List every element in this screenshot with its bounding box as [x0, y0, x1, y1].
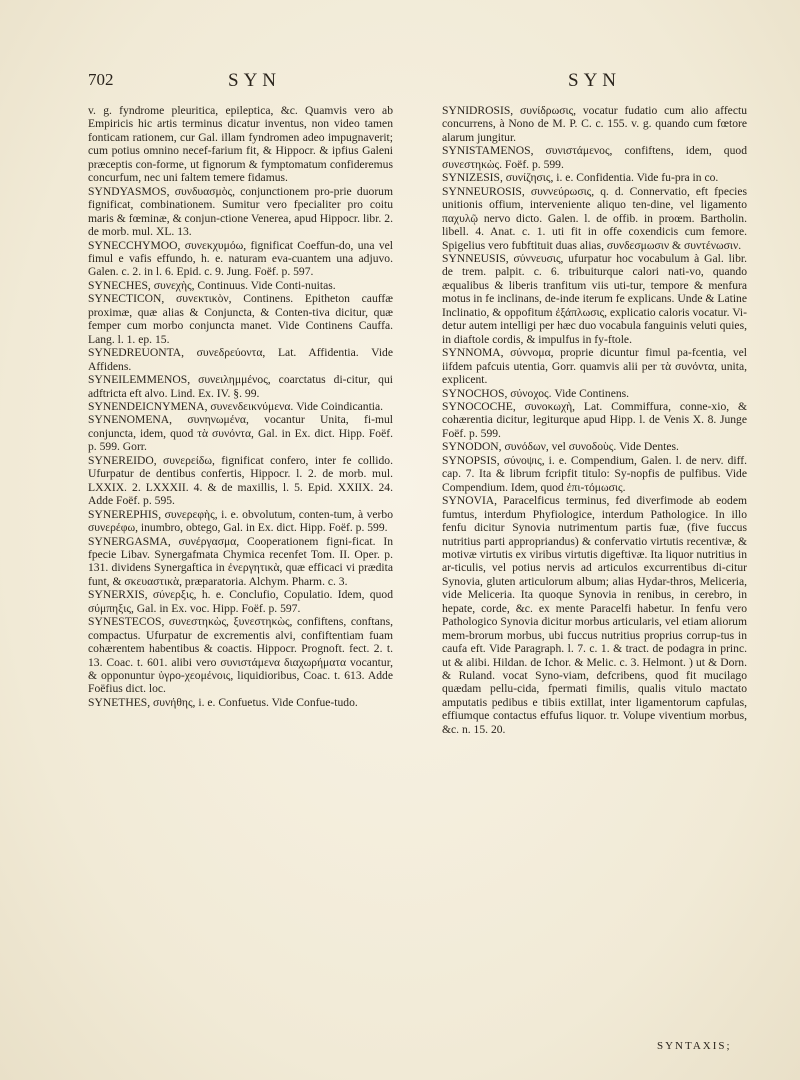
running-head-left: SYN	[228, 70, 282, 91]
entry-synodon: SYNODON, συνόδων, vel συνοδοὺς. Vide Dentes.	[442, 440, 679, 454]
entry-synizesis: SYNIZESIS, συνίζησις, i. e. Confidentia. Vide fu-pra in co.	[442, 171, 719, 185]
entry-synidrosis: SYNIDROSIS, συνίδρωσις, vocatur fudatio cum alio affectu concurrens, à Nono de M. P. C. c. 155. v. g. quando cum fœtore alarum jungitur.	[442, 104, 747, 144]
entry-synestecos: SYNESTECOS, συνεστηκὼς, ξυνεστηκὼς, confiftens, conftans, compactus. Ufurpatur de excrementis alvi, confiftentiam fuam cohærentem habentibus & coactis. Hippocr. Prognoft. fect. 2. t. 13. Coac. t. 601. alibi vero συνιστάμενα διαχωρήματα vocantur, & opponuntur ὑγρο-χεομένοις, liquidioribus, Coac. t. 613. Adde Foëfius dict. loc.	[88, 615, 393, 696]
entry-synergasma: SYNERGASMA, συνέργασμα, Cooperationem figni-ficat. In fpecie Libav. Synergafmata Chymica recenfet Tom. II. Oper. p. 131. dividens Synergaftica in ἐνεργητικὰ, quæ efficaci vi prædita funt, & σκευαστικὰ, præparatoria. Alchym. Pharm. c. 3.	[88, 534, 393, 588]
entry-syneilemmenos: SYNEILEMMENOS, συνειλημμένος, coarctatus di-citur, qui adftricta eft alvo. Lind. Ex. IV. §. 99.	[88, 373, 393, 400]
entry-syneccymoo: SYNECCHYMOO, συνεκχυμόω, fignificat Coeffun-do, una vel fimul e vafis effundo, h. e. naturam eva-cuantem una adjuvo. Galen. c. 2. in l. 6. Epid. c. 9. Jung. Foëf. p. 597.	[88, 238, 393, 279]
entry-synecticon: SYNECTICON, συνεκτικὸν, Continens. Epitheton cauffæ proximæ, quæ alias & Conjuncta, & Conten-tiva dicitur, quæ femper cum morbo conjuncta manet. Vide Continens Cauffa. Lang. l. 1. ep. 15.	[88, 292, 393, 346]
entry-synedreuonta: SYNEDREUONTA, συνεδρεύοντα, Lat. Affidentia. Vide Affidens.	[88, 346, 393, 373]
entry-synendeicnymena: SYNENDEICNYMENA, συνενδεικνύμενα. Vide Coindicantia.	[88, 399, 384, 413]
entry-synerxis: SYNERXIS, σύνερξις, h. e. Conclufio, Copulatio. Idem, quod σύμπηξις, Gal. in Ex. voc. Hipp. Foëf. p. 597.	[88, 588, 393, 615]
entry-synococheé: SYNOCOCHE, συνοκωχὴ, Lat. Commiffura, conne-xio, & cohærentia dicitur, legiturque apud Hipp. l. de Venis X. 8. Junge Foëf. p. 599.	[442, 399, 747, 440]
entry-synechés: SYNECHES, συνεχὴς, Continuus. Vide Conti-nuitas.	[88, 278, 336, 292]
running-head-right: SYN	[568, 70, 622, 91]
entry-synopsis: SYNOPSIS, σύνοψις, i. e. Compendium, Galen. l. de nerv. diff. cap. 7. Ita & librum fcripfit titulo: Sy-nopfis de pulfibus. Vide Compendium. Idem, quod ἐπι-τόμωσις.	[442, 453, 747, 494]
entry-synochos: SYNOCHOS, σύνοχος. Vide Continens.	[442, 386, 630, 400]
entry-syndyasmos: SYNDYASMOS, συνδυασμὸς, conjunctionem pro-prie duorum fignificat, combinationem. Sumitur vero fpecialiter pro coitu maris & fœminæ, & conjun-ctione Venerea, apud Hippocr. libr. 2. de morb. mul. XL. 13.	[88, 184, 393, 239]
entry-synerephis: SYNEREPHIS, συνερεφὴς, i. e. obvolutum, conten-tum, à verbo συνερέφω, inumbro, obtego, Gal. in Ex. dict. Hipp. Foëf. p. 599.	[88, 507, 393, 535]
catchword: SYNTAXIS;	[657, 1040, 732, 1052]
entry-synneurosis: SYNNEUROSIS, συννεύρωσις, q. d. Connervatio, eft fpecies unitionis offium, interveniente aliquo ten-dine, vel ligamento παχυλῷ nervo dicto. Galen. l. de offib. in proœm. Bartholin. libell. 4. Anat. c. 1. uti fit in offe coxendicis cum femore. Spigelius vero fubftituit duas alias, συνδεσμωσιν & συντένωσιν.	[442, 184, 747, 252]
right-column	[442, 104, 747, 736]
entry-synenomena: SYNENOMENA, συνηνωμένα, vocantur Unita, fi-mul conjuncta, idem, quod τὰ συνόντα, Gal. in Ex. dict. Hipp. Foëf. p. 599. Gorr.	[88, 413, 393, 454]
entry-synneusis: SYNNEUSIS, σύννευσις, ufurpatur hoc vocabulum à Gal. libr. de trem. palpit. c. 6. tribuiturque calori nati-vo, quando æqualibus & liberis tranfitum viis uti-tur, tempore & menfura motus in fe inclinans, de-inde iterum fe explicans. Unde & Latine Inclinatio, & oppofitum ἐξάπλωσις, explicatio caloris vocatur. Vi-detur autem intelligi per hæc duo vocabula fanguinis veluti quies, in diaftole cordis, & impulfus in fy-ftole.	[442, 251, 747, 346]
entry-synereido: SYNEREIDO, συνερείδω, fignificat confero, inter fe collido. Ufurpatur de dentibus confertis, Hippocr. l. 2. de morb. mul. LXXIX. 2. LXXXII. 4. & de maxillis, l. 5. Epid. XXIIX. 24. Adde Foëf. p. 595.	[88, 453, 393, 508]
left-column	[88, 104, 393, 709]
entry-synethes: SYNETHES, συνήθης, i. e. Confuetus. Vide Confue-tudo.	[88, 695, 358, 709]
entry-synistamenos: SYNISTAMENOS, συνιστάμενος, confiftens, idem, quod συνεστηκὼς. Foëf. p. 599.	[442, 144, 747, 171]
paragraph: v. g. fyndrome pleuritica, epileptica, &c. Quamvis vero ab Empiricis hic artis terminus dicatur inventus, non video tamen fonticam rationem, cur Gal. illam fyndromen adeo impugnaverit; cum potius omnino necef-farium fit, & Hippocr. & ipfius Galeni præceptis con-forme, ut fignorum & fymptomatum confideremus concurfum, nec uni faltem temere fidamus.	[88, 104, 393, 185]
entry-synovia: SYNOVIA, Paracelficus terminus, fed diverfimode ab eodem fumtus, interdum Phyfiologice, interdum Pathologice. In illo fenfu dicitur Synovia nutrimentum partis fuæ, (five fuccus nutritius parti appropriandus) & confervatio virtutis recentivæ, & motivæ virtutis ex viribus virtutis digeftivæ. Ita liquor nutritius in ar-ticulis, vel potius nervis ad articulos excurrentibus di-citur Synovia, gluten articulorum album; alias Hydar-thros, Meliceria, vide Meliceria. Ita quoque Synovia in renibus, in cerebro, in hepate, corde, &c. ex mente Paracelfi habetur. In fenfu vero Pathologico Synovia dicitur morbus articularis, vel etiam aliorum mem-brorum morbus, ubi fuccus nutritius proprius corrup-tus in caufa eft. Vide Paragraph. l. 7. c. 1. & tract. de podagra in princ. ut & alibi. Hildan. de Ichor. & Melic. c. 3. Helmont. ) ut & Dorn. & Ruland. vocat Syno-viam, defcribens, quod fit mucilago quædam pellu-cida, fpermati fimilis, qualis vitulo mactato amputatis pedibus e tibiis extillat, inter ligamentorum capfulas, effiumque contactus effufus liquor. tr. Volupe viventium morbus, &c. n. 15. 20.	[442, 494, 747, 736]
entry-synnoma: SYNNOMA, σύννομα, proprie dicuntur fimul pa-fcentia, vel iifdem pafcuis utentia, Gorr. quamvis alii per τὰ συνόντα, unita, explicent.	[442, 346, 747, 387]
page-number: 702	[88, 70, 114, 89]
